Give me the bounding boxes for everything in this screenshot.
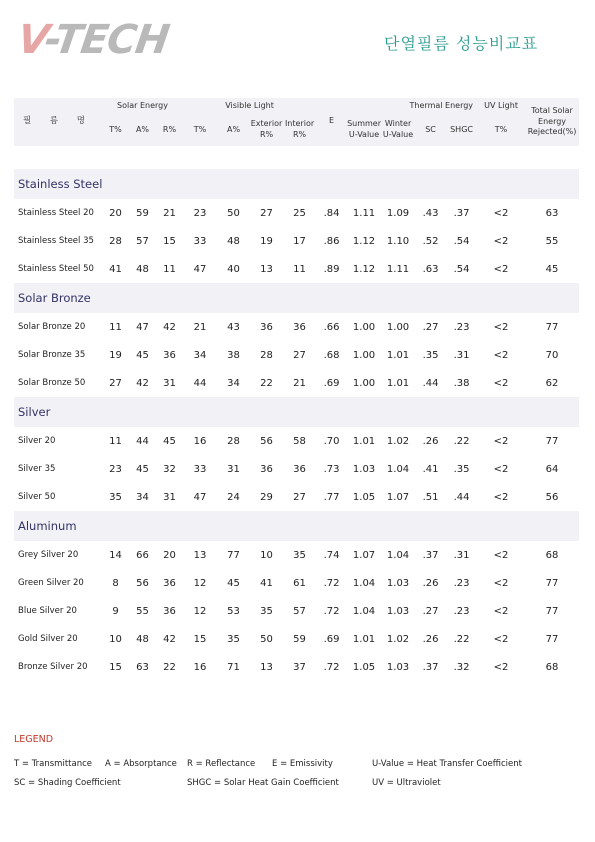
value-cell: 21 (163, 207, 176, 219)
value-cell: .74 (323, 549, 340, 561)
value-cell: 36 (163, 577, 176, 589)
value-cell: 1.00 (386, 321, 410, 333)
value-cell: 71 (227, 661, 240, 673)
col-se-a: A% (135, 124, 150, 134)
value-cell: .26 (422, 633, 439, 645)
value-cell: .63 (422, 263, 439, 275)
film-name-cell: Stainless Steel 50 (18, 264, 94, 274)
visible-light-header: Visible Light (225, 100, 274, 110)
value-cell: 9 (112, 605, 119, 617)
value-cell: <2 (493, 605, 509, 617)
col-vl-a: A% (226, 124, 241, 134)
film-name-cell: Silver 20 (18, 436, 56, 446)
section-title: Stainless Steel (14, 169, 579, 199)
value-cell: 20 (109, 207, 122, 219)
vtech-logo: V-TECH (14, 17, 172, 63)
value-cell: 16 (193, 435, 207, 447)
value-cell: 1.12 (352, 235, 376, 247)
legend-shading-coefficient: SC = Shading Coefficient (14, 778, 121, 788)
value-cell: 27 (293, 349, 306, 361)
value-cell: .52 (422, 235, 439, 247)
value-cell: 45 (136, 349, 149, 361)
value-cell: 1.04 (386, 463, 410, 475)
value-cell: .27 (422, 321, 439, 333)
value-cell: 13 (260, 661, 273, 673)
value-cell: 50 (260, 633, 273, 645)
value-cell: 31 (163, 377, 176, 389)
value-cell: 53 (227, 605, 240, 617)
value-cell: 1.02 (386, 633, 410, 645)
value-cell: 23 (109, 463, 122, 475)
value-cell: 13 (193, 549, 207, 561)
value-cell: 14 (109, 549, 122, 561)
value-cell: .31 (453, 349, 470, 361)
value-cell: 1.05 (352, 491, 376, 503)
legend-emissivity: E = Emissivity (272, 759, 333, 769)
value-cell: 21 (193, 321, 207, 333)
value-cell: 12 (193, 605, 207, 617)
value-cell: 20 (163, 549, 176, 561)
uv-light-header: UV Light (484, 100, 518, 110)
value-cell: .69 (323, 633, 340, 645)
value-cell: 34 (193, 349, 207, 361)
value-cell: .86 (323, 235, 340, 247)
value-cell: 77 (545, 605, 559, 617)
value-cell: 36 (293, 463, 306, 475)
value-cell: 36 (260, 321, 273, 333)
value-cell: 13 (260, 263, 273, 275)
value-cell: .89 (323, 263, 340, 275)
col-vl-t: T% (193, 124, 207, 134)
table-row (14, 369, 579, 397)
value-cell: 68 (545, 549, 559, 561)
table-row (14, 569, 579, 597)
value-cell: 56 (136, 577, 149, 589)
value-cell: 33 (193, 235, 207, 247)
value-cell: 31 (163, 491, 176, 503)
value-cell: 41 (260, 577, 273, 589)
value-cell: 1.03 (352, 463, 376, 475)
value-cell: .70 (323, 435, 340, 447)
value-cell: <2 (493, 549, 509, 561)
value-cell: .44 (422, 377, 439, 389)
value-cell: 15 (193, 633, 207, 645)
value-cell: .54 (453, 235, 470, 247)
value-cell: 48 (136, 263, 149, 275)
value-cell: 36 (260, 463, 273, 475)
value-cell: .23 (453, 577, 470, 589)
value-cell: 35 (109, 491, 122, 503)
value-cell: 1.05 (352, 661, 376, 673)
value-cell: .77 (323, 491, 340, 503)
film-name-cell: Bronze Silver 20 (18, 662, 88, 672)
value-cell: 1.04 (352, 577, 376, 589)
value-cell: 36 (293, 321, 306, 333)
value-cell: 45 (545, 263, 559, 275)
value-cell: 1.01 (386, 349, 410, 361)
value-cell: 43 (227, 321, 240, 333)
value-cell: 28 (227, 435, 240, 447)
section-title: Silver (14, 397, 579, 427)
value-cell: 19 (260, 235, 273, 247)
value-cell: .22 (453, 633, 470, 645)
value-cell: 28 (109, 235, 122, 247)
value-cell: <2 (493, 463, 509, 475)
value-cell: 57 (136, 235, 149, 247)
value-cell: .73 (323, 463, 340, 475)
value-cell: 11 (109, 435, 122, 447)
value-cell: .66 (323, 321, 340, 333)
value-cell: .38 (453, 377, 470, 389)
film-name-cell: Silver 35 (18, 464, 56, 474)
value-cell: .68 (323, 349, 340, 361)
value-cell: 57 (293, 605, 306, 617)
value-cell: 33 (193, 463, 207, 475)
value-cell: .26 (422, 577, 439, 589)
value-cell: .84 (323, 207, 340, 219)
value-cell: 45 (163, 435, 176, 447)
value-cell: 17 (293, 235, 306, 247)
section-title: Aluminum (14, 511, 579, 541)
value-cell: .72 (323, 605, 340, 617)
table-row (14, 255, 579, 283)
value-cell: 64 (545, 463, 559, 475)
value-cell: .22 (453, 435, 470, 447)
value-cell: 77 (545, 435, 559, 447)
film-name-cell: Solar Bronze 35 (18, 350, 86, 360)
value-cell: 48 (227, 235, 240, 247)
value-cell: 59 (293, 633, 306, 645)
header-spacer (14, 146, 579, 169)
table-row (14, 653, 579, 681)
value-cell: 66 (136, 549, 149, 561)
value-cell: 47 (193, 263, 207, 275)
value-cell: .43 (422, 207, 439, 219)
value-cell: 56 (545, 491, 559, 503)
value-cell: .32 (453, 661, 470, 673)
col-se-r: R% (162, 124, 177, 134)
value-cell: .41 (422, 463, 439, 475)
e-group-cell (316, 98, 347, 114)
value-cell: 10 (109, 633, 122, 645)
value-cell: <2 (493, 577, 509, 589)
table-row (14, 483, 579, 511)
film-name-cell: Green Silver 20 (18, 578, 84, 588)
value-cell: <2 (493, 633, 509, 645)
total-solar-header: Total Solar Energy Rejected(%) (527, 105, 577, 137)
value-cell: .37 (453, 207, 470, 219)
col-shgc: SHGC (450, 124, 473, 134)
value-cell: 27 (260, 207, 273, 219)
solar-energy-header: Solar Energy (117, 100, 168, 110)
value-cell: 15 (163, 235, 176, 247)
legend-transmittance: T = Transmittance (14, 759, 92, 769)
value-cell: 1.04 (386, 549, 410, 561)
value-cell: 77 (227, 549, 240, 561)
value-cell: 38 (227, 349, 240, 361)
value-cell: <2 (493, 349, 509, 361)
col-uv-t: T% (494, 124, 508, 134)
value-cell: 12 (193, 577, 207, 589)
film-name-cell: Stainless Steel 35 (18, 236, 94, 246)
value-cell: 40 (227, 263, 240, 275)
value-cell: 1.09 (386, 207, 410, 219)
value-cell: .72 (323, 577, 340, 589)
value-cell: <2 (493, 435, 509, 447)
value-cell: 42 (163, 321, 176, 333)
value-cell: 1.11 (386, 263, 410, 275)
value-cell: <2 (493, 235, 509, 247)
spacer-cell (14, 146, 579, 169)
value-cell: 1.01 (386, 377, 410, 389)
col-se-t: T% (109, 124, 122, 134)
legend-absorptance: A = Absorptance (105, 759, 177, 769)
value-cell: 21 (293, 377, 306, 389)
value-cell: 22 (260, 377, 273, 389)
value-cell: <2 (493, 491, 509, 503)
value-cell: 27 (109, 377, 122, 389)
film-name-header: 필 름 명 (22, 116, 94, 127)
value-cell: 1.03 (386, 577, 410, 589)
value-cell: 1.02 (386, 435, 410, 447)
section-header (14, 169, 579, 199)
table-header (14, 98, 579, 146)
value-cell: 48 (136, 633, 149, 645)
film-name-cell: Blue Silver 20 (18, 606, 77, 616)
value-cell: 1.00 (352, 377, 376, 389)
film-name-cell: Gold Silver 20 (18, 634, 78, 644)
section-title: Solar Bronze (14, 283, 579, 313)
film-name-cell: Stainless Steel 20 (18, 208, 94, 218)
table-body (14, 146, 579, 681)
value-cell: 19 (109, 349, 122, 361)
value-cell: 34 (136, 491, 149, 503)
col-sc: SC (425, 124, 436, 134)
value-cell: <2 (493, 207, 509, 219)
value-cell: 10 (260, 549, 273, 561)
value-cell: 77 (545, 633, 559, 645)
value-cell: 31 (227, 463, 240, 475)
value-cell: 1.04 (352, 605, 376, 617)
value-cell: 25 (293, 207, 306, 219)
value-cell: 50 (227, 207, 240, 219)
value-cell: 27 (293, 491, 306, 503)
table-row (14, 313, 579, 341)
value-cell: .23 (453, 321, 470, 333)
value-cell: 1.11 (352, 207, 376, 219)
value-cell: 15 (109, 661, 122, 673)
table-row (14, 597, 579, 625)
section-header (14, 397, 579, 427)
value-cell: .44 (453, 491, 470, 503)
value-cell: 68 (545, 661, 559, 673)
value-cell: 1.03 (386, 661, 410, 673)
value-cell: .72 (323, 661, 340, 673)
value-cell: 70 (545, 349, 559, 361)
legend-u-value: U-Value = Heat Transfer Coefficient (372, 759, 522, 769)
page-title: 단열필름 성능비교표 (384, 34, 539, 53)
section-header (14, 283, 579, 313)
value-cell: .35 (422, 349, 439, 361)
value-cell: 77 (545, 321, 559, 333)
table-row (14, 625, 579, 653)
value-cell: .31 (453, 549, 470, 561)
performance-table (14, 98, 579, 681)
film-name-cell: Solar Bronze 20 (18, 322, 86, 332)
table-row (14, 341, 579, 369)
table-row (14, 199, 579, 227)
table-row (14, 227, 579, 255)
table-row (14, 455, 579, 483)
value-cell: 1.03 (386, 605, 410, 617)
value-cell: .27 (422, 605, 439, 617)
col-summer: Summer U-Value (347, 119, 382, 139)
value-cell: 8 (112, 577, 119, 589)
value-cell: 45 (227, 577, 240, 589)
value-cell: 1.07 (386, 491, 410, 503)
value-cell: <2 (493, 377, 509, 389)
value-cell: 42 (163, 633, 176, 645)
value-cell: 47 (193, 491, 207, 503)
value-cell: 11 (109, 321, 122, 333)
value-cell: 36 (163, 349, 176, 361)
value-cell: 1.00 (352, 321, 376, 333)
value-cell: .26 (422, 435, 439, 447)
value-cell: 24 (227, 491, 240, 503)
legend-shgc: SHGC = Solar Heat Gain Coefficient (187, 778, 339, 788)
value-cell: 62 (545, 377, 559, 389)
col-vl-ext: Exterior R% (250, 119, 283, 139)
col-e: E (329, 116, 335, 125)
value-cell: 45 (136, 463, 149, 475)
value-cell: 55 (545, 235, 559, 247)
value-cell: .54 (453, 263, 470, 275)
value-cell: 63 (545, 207, 559, 219)
film-name-cell: Silver 50 (18, 492, 56, 502)
film-name-cell: Grey Silver 20 (18, 550, 79, 560)
value-cell: <2 (493, 661, 509, 673)
value-cell: 32 (163, 463, 176, 475)
value-cell: <2 (493, 321, 509, 333)
value-cell: .69 (323, 377, 340, 389)
value-cell: 55 (136, 605, 149, 617)
value-cell: 29 (260, 491, 273, 503)
col-vl-int: Interior R% (284, 119, 315, 139)
value-cell: 16 (193, 661, 207, 673)
value-cell: 63 (136, 661, 149, 673)
value-cell: 59 (136, 207, 149, 219)
legend-reflectance: R = Reflectance (187, 759, 256, 769)
thermal-energy-header: Thermal Energy (409, 100, 474, 110)
value-cell: .35 (453, 463, 470, 475)
value-cell: 47 (136, 321, 149, 333)
value-cell: 41 (109, 263, 122, 275)
table-row (14, 427, 579, 455)
value-cell: <2 (493, 263, 509, 275)
value-cell: 44 (193, 377, 207, 389)
value-cell: 61 (293, 577, 306, 589)
section-header (14, 511, 579, 541)
value-cell: .37 (422, 549, 439, 561)
table-row (14, 541, 579, 569)
value-cell: 1.01 (352, 633, 376, 645)
value-cell: 1.12 (352, 263, 376, 275)
value-cell: 34 (227, 377, 240, 389)
value-cell: 37 (293, 661, 306, 673)
value-cell: 28 (260, 349, 273, 361)
value-cell: 35 (293, 549, 306, 561)
value-cell: 44 (136, 435, 149, 447)
value-cell: .51 (422, 491, 439, 503)
value-cell: 35 (260, 605, 273, 617)
value-cell: 23 (193, 207, 207, 219)
value-cell: 1.07 (352, 549, 376, 561)
col-winter: Winter U-Value (382, 119, 414, 139)
value-cell: 77 (545, 577, 559, 589)
value-cell: 1.01 (352, 435, 376, 447)
value-cell: 35 (227, 633, 240, 645)
value-cell: 1.00 (352, 349, 376, 361)
value-cell: 36 (163, 605, 176, 617)
value-cell: 58 (293, 435, 306, 447)
value-cell: 22 (163, 661, 176, 673)
value-cell: .37 (422, 661, 439, 673)
value-cell: 42 (136, 377, 149, 389)
value-cell: 1.10 (386, 235, 410, 247)
legend-ultraviolet: UV = Ultraviolet (372, 778, 441, 788)
legend-title: LEGEND (14, 734, 54, 745)
value-cell: 56 (260, 435, 273, 447)
value-cell: .23 (453, 605, 470, 617)
value-cell: 11 (293, 263, 306, 275)
value-cell: 11 (163, 263, 176, 275)
film-name-cell: Solar Bronze 50 (18, 378, 86, 388)
